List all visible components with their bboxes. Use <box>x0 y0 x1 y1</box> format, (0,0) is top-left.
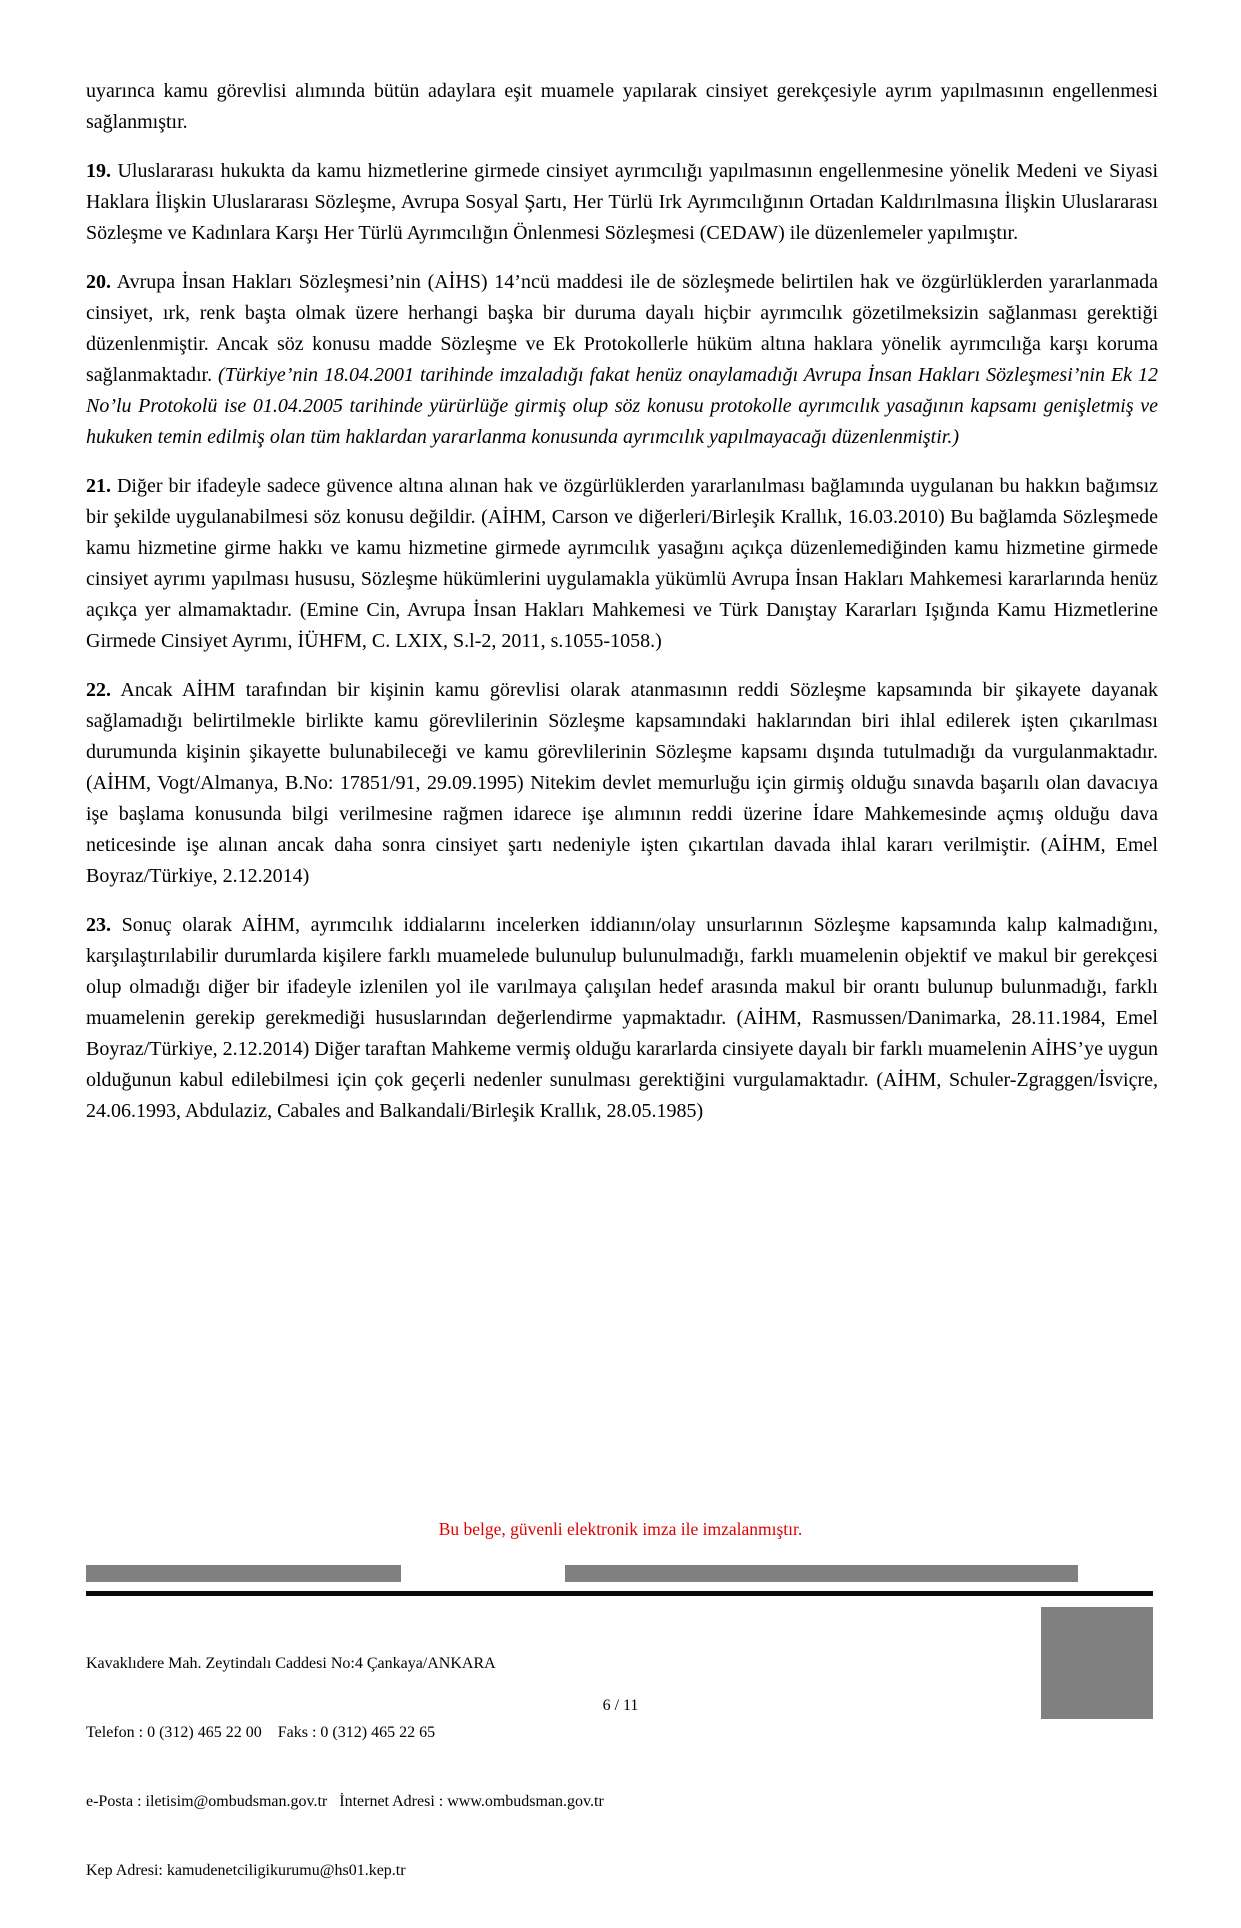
paragraph-text: Diğer bir ifadeyle sadece güvence altına alınan hak ve özgürlüklerden yararlanılması bağlamında uygulanan bu hakkın bağımsız bir şekilde uygulanabilmesi söz konusu değildir. (AİHM, Carson ve diğerleri/Birleşik Krallık, 16.03.2010) Bu bağlamda Sözleşmede kamu hizmetine girme hakkı ve kamu hizmetine girmede ayrımcılık yasağını açıkça düzenlemediğinden kamu hizmetine girmede cinsiyet ayrımı yapılması hususu, Sözleşme hükümlerini uygulamakla yükümlü Avrupa İnsan Hakları Mahkemesi kararlarında henüz açıkça yer almamaktadır. (Emine Cin, Avrupa İnsan Hakları Mahkemesi ve Türk Danıştay Kararları Işığında Kamu Hizmetlerine Girmede Cinsiyet Ayrımı, İÜHFM, C. LXIX, S.l-2, 2011, s.1055-1058.) <box>86 475 1158 652</box>
paragraph-number: 20. <box>86 271 111 293</box>
paragraph-italic-note: (Türkiye’nin 18.04.2001 tarihinde imzaladığı fakat henüz onaylamadığı Avrupa İnsan Hakları Sözleşmesi’nin Ek 12 No’lu Protokolü ise 01.04.2005 tarihinde yürürlüğe girmiş olup söz konusu protokolle ayrımcılık yasağının kapsamı genişletmiş ve hukuken temin edilmiş olan tüm haklardan yararlanma konusunda ayrımcılık yapılmayacağı düzenlenmiştir.) <box>86 364 1159 448</box>
redaction-bar-left <box>86 1565 401 1582</box>
page-number: 6 / 11 <box>602 1697 639 1714</box>
redaction-square <box>1041 1607 1153 1719</box>
footer-phone-fax: Telefon : 0 (312) 465 22 00 Faks : 0 (312) 465 22 65 <box>86 1724 436 1741</box>
paragraph-22 <box>86 675 1158 892</box>
paragraph-continuation <box>86 76 1158 138</box>
electronic-signature-note: Bu belge, güvenli elektronik imza ile imzalanmıştır. <box>438 1519 803 1539</box>
paragraph-number: 21. <box>86 475 111 497</box>
paragraph-number: 23. <box>86 914 111 936</box>
footer-contact-block <box>86 1606 604 1928</box>
paragraph-number: 19. <box>86 160 111 182</box>
paragraph-23 <box>86 910 1158 1127</box>
footer-divider-line <box>86 1591 1153 1596</box>
paragraph-number: 22. <box>86 679 111 701</box>
paragraph-text: Sonuç olarak AİHM, ayrımcılık iddialarını incelerken iddianın/olay unsurlarının Sözleşme kapsamında kalıp kalmadığını, karşılaştırılabilir durumlarda kişilere farklı muamelede bulunulup bulunulmadığı, farklı muamelenin objektif ve makul bir gerekçesi olup olmadığı diğer bir ifadeyle izlenilen yol ile varılmaya çalışılan hedef arasında makul bir orantı bulunup bulunmadığı, farklı muamelenin gerekip gerekmediği hususlarından değerlendirme yapmaktadır. (AİHM, Rasmussen/Danimarka, 28.11.1984, Emel Boyraz/Türkiye, 2.12.2014) Diğer taraftan Mahkeme vermiş olduğu kararlarda cinsiyete dayalı bir farklı muamelenin AİHS’ye uygun olduğunun kabul edilebilmesi için çok geçerli nedenler sunulması gerektiğini vurgulamaktadır. (AİHM, Schuler-Zgraggen/İsviçre, 24.06.1993, Abdulaziz, Cabales and Balkandali/Birleşik Krallık, 28.05.1985) <box>86 914 1159 1122</box>
redaction-bar-right <box>565 1565 1078 1582</box>
paragraph-text: uyarınca kamu görevlisi alımında bütün adaylara eşit muamele yapılarak cinsiyet gerekçesiyle ayrım yapılmasının engellenmesi sağlanmıştır. <box>86 80 1158 133</box>
paragraph-text: Avrupa İnsan Hakları Sözleşmesi’nin (AİHS) 14’ncü maddesi ile de sözleşmede belirtilen hak ve özgürlüklerden yararlanmada cinsiyet, ırk, renk başta olmak üzere herhangi başka bir duruma dayalı hiçbir ayrımcılık gözetilmeksizin sağlanması gerektiği düzenlenmiştir. Ancak söz konusu madde Sözleşme ve Ek Protokollerle hüküm altına haklara yönelik ayrımcılığa karşı koruma sağlanmaktadır. <box>86 271 1158 386</box>
paragraph-text: Ancak AİHM tarafından bir kişinin kamu görevlisi olarak atanmasının reddi Sözleşme kapsamında bir şikayete dayanak sağlamadığı belirtilmekle birlikte kamu görevlilerinin Sözleşme kapsamındaki haklarından biri ihlal edilerek işten çıkarılması durumunda kişinin şikayette bulunabileceği ve kamu görevlilerinin Sözleşme kapsamı dışında tutulmadığı da vurgulanmaktadır. (AİHM, Vogt/Almanya, B.No: 17851/91, 29.09.1995) Nitekim devlet memurluğu için girmiş olduğu sınavda başarılı olan davacıya işe başlama konusunda bilgi verilmesine rağmen idarece işe alımının reddi üzerine İdare Mahkemesinde açmış olduğu dava neticesinde işe alınan ancak daha sonra cinsiyet şartı nedeniyle işten çıkartılan davada ihlal kararı verilmiştir. (AİHM, Emel Boyraz/Türkiye, 2.12.2014) <box>86 679 1158 887</box>
footer-kep-address: Kep Adresi: kamudenetciligikurumu@hs01.kep.tr <box>86 1862 406 1879</box>
footer-email-web: e-Posta : iletisim@ombudsman.gov.tr İnternet Adresi : www.ombudsman.gov.tr <box>86 1793 604 1810</box>
paragraph-21 <box>86 471 1158 657</box>
paragraph-text: Uluslararası hukukta da kamu hizmetlerine girmede cinsiyet ayrımcılığı yapılmasının engellenmesine yönelik Medeni ve Siyasi Haklara İlişkin Uluslararası Sözleşme, Avrupa Sosyal Şartı, Her Türlü Irk Ayrımcılığının Ortadan Kaldırılmasına İlişkin Uluslararası Sözleşme ve Kadınlara Karşı Her Türlü Ayrımcılığın Önlenmesi Sözleşmesi (CEDAW) ile düzenlemeler yapılmıştır. <box>86 160 1159 244</box>
paragraph-19 <box>86 156 1158 249</box>
document-body <box>86 76 1158 1145</box>
paragraph-20 <box>86 267 1158 453</box>
footer-address: Kavaklıdere Mah. Zeytindalı Caddesi No:4 Çankaya/ANKARA <box>86 1655 496 1672</box>
